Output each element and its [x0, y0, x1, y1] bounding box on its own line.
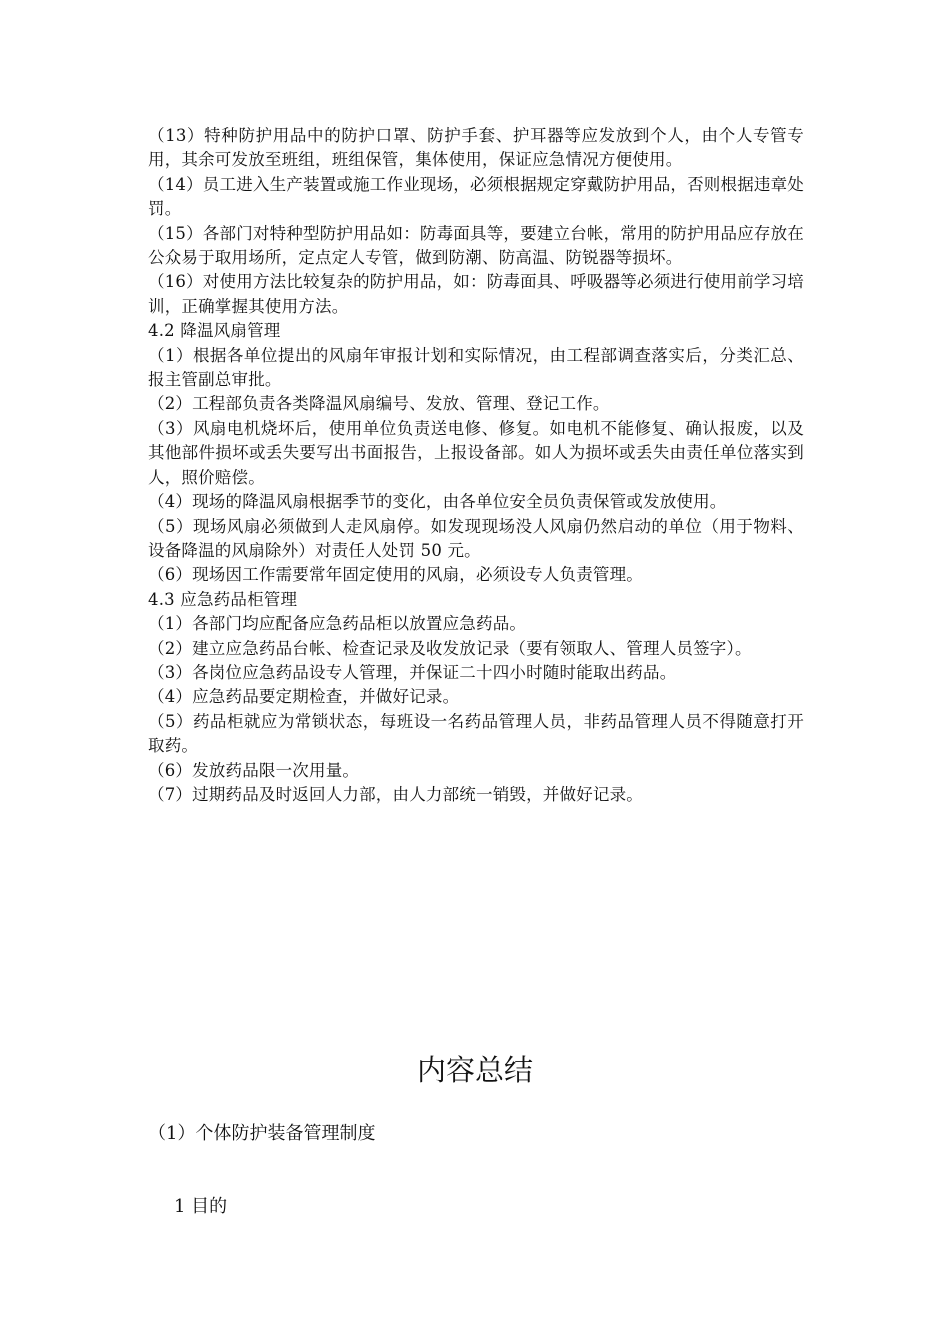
fan-item-1: （1）根据各单位提出的风扇年审报计划和实际情况，由工程部调查落实后，分类汇总、报主管副总审批。: [148, 345, 804, 390]
medicine-item-4: （4）应急药品要定期检查，并做好记录。: [148, 687, 460, 707]
medicine-item-2: （2）建立应急药品台帐、检查记录及收发放记录（要有领取人、管理人员签字）。: [148, 638, 752, 658]
medicine-item-1: （1）各部门均应配备应急药品柜以放置应急药品。: [148, 614, 527, 634]
medicine-item-3: （3）各岗位应急药品设专人管理，并保证二十四小时随时能取出药品。: [148, 662, 677, 682]
paragraph-16: （16）对使用方法比较复杂的防护用品，如：防毒面具、呼吸器等必须进行使用前学习培训，正确掌握其使用方法。: [148, 272, 804, 316]
fan-item-2: （2）工程部负责各类降温风扇编号、发放、管理、登记工作。: [148, 394, 610, 414]
body-text: [148, 124, 804, 807]
section-heading-4-2: 4.2 降温风扇管理: [148, 321, 281, 341]
medicine-item-6: （6）发放药品限一次用量。: [148, 760, 360, 780]
summary-subitem: 1 目的: [174, 1196, 228, 1217]
paragraph-13: （13）特种防护用品中的防护口罩、防护手套、护耳器等应发放到个人，由个人专管专用，其余可发放至班组，班组保管，集体使用，保证应急情况方便使用。: [148, 126, 804, 170]
fan-item-6: （6）现场因工作需要常年固定使用的风扇，必须设专人负责管理。: [148, 565, 643, 585]
fan-item-3: （3）风扇电机烧坏后，使用单位负责送电修、修复。如电机不能修复、确认报废，以及其他部件损坏或丢失要写出书面报告，上报设备部。如人为损坏或丢失由责任单位落实到人，照价赔偿。: [148, 418, 804, 487]
paragraph-15: （15）各部门对特种型防护用品如：防毒面具等，要建立台帐，常用的防护用品应存放在公众易于取用场所，定点定人专管，做到防潮、防高温、防锐器等损坏。: [148, 223, 804, 268]
summary-item: （1）个体防护装备管理制度: [148, 1123, 376, 1144]
summary-title: 内容总结: [416, 1053, 533, 1087]
fan-item-5: （5）现场风扇必须做到人走风扇停。如发现现场没人风扇仍然启动的单位（用于物料、设备降温的风扇除外）对责任人处罚 50 元。: [148, 516, 804, 560]
paragraph-14: （14）员工进入生产装置或施工作业现场，必须根据规定穿戴防护用品，否则根据违章处罚。: [148, 174, 804, 219]
section-heading-4-3: 4.3 应急药品柜管理: [148, 589, 298, 609]
medicine-item-7: （7）过期药品及时返回人力部，由人力部统一销毁，并做好记录。: [148, 784, 643, 804]
fan-item-4: （4）现场的降温风扇根据季节的变化，由各单位安全员负责保管或发放使用。: [148, 492, 727, 512]
medicine-item-5: （5）药品柜就应为常锁状态，每班设一名药品管理人员，非药品管理人员不得随意打开取药。: [148, 711, 804, 756]
